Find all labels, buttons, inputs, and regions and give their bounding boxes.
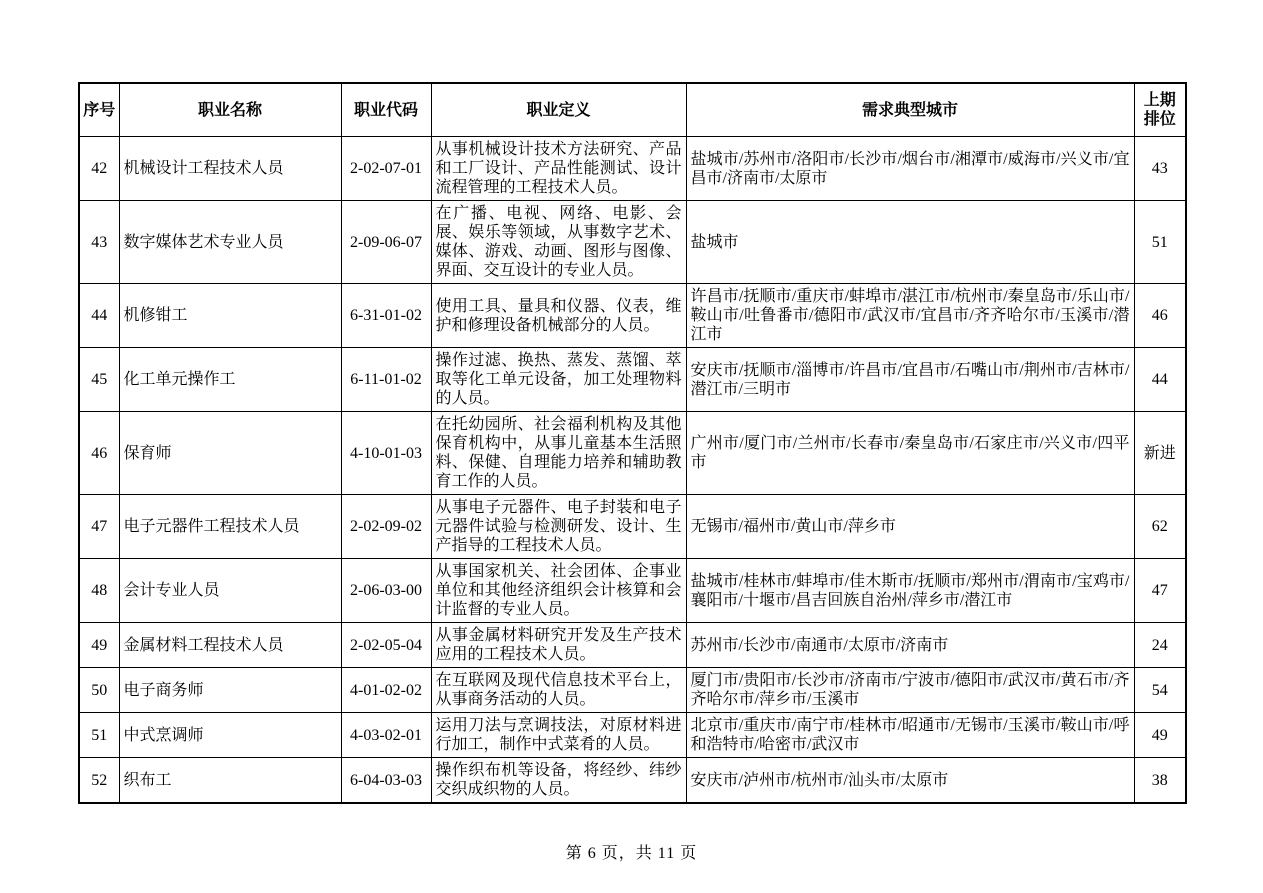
definition-cell: 从事国家机关、社会团体、企事业单位和其他经济组织会计核算和会计监督的专业人员。 xyxy=(431,559,686,623)
definition-cell: 在广播、电视、网络、电影、会展、娱乐等领域，从事数字艺术、媒体、游戏、动画、图形与图像、界面、交互设计的专业人员。 xyxy=(431,201,686,284)
occupation-ranking-table xyxy=(78,82,1187,804)
serial-cell: 42 xyxy=(79,137,119,201)
serial-cell: 45 xyxy=(79,348,119,412)
header-serial: 序号 xyxy=(79,83,119,137)
cities-cell: 厦门市/贵阳市/长沙市/济南市/宁波市/德阳市/武汉市/黄石市/齐齐哈尔市/萍乡市/玉溪市 xyxy=(686,668,1134,713)
previous-rank-cell: 51 xyxy=(1134,201,1186,284)
serial-cell: 51 xyxy=(79,713,119,758)
cities-cell: 安庆市/抚顺市/淄博市/许昌市/宜昌市/石嘴山市/荆州市/吉林市/潜江市/三明市 xyxy=(686,348,1134,412)
serial-cell: 47 xyxy=(79,495,119,559)
definition-cell: 在托幼园所、社会福利机构及其他保育机构中，从事儿童基本生活照料、保健、自理能力培养和辅助教育工作的人员。 xyxy=(431,412,686,495)
previous-rank-cell: 24 xyxy=(1134,623,1186,668)
cities-cell: 无锡市/福州市/黄山市/萍乡市 xyxy=(686,495,1134,559)
definition-cell: 使用工具、量具和仪器、仪表，维护和修理设备机械部分的人员。 xyxy=(431,284,686,348)
serial-cell: 44 xyxy=(79,284,119,348)
table-row xyxy=(79,284,1186,348)
table-row xyxy=(79,758,1186,804)
previous-rank-cell: 46 xyxy=(1134,284,1186,348)
definition-cell: 从事电子元器件、电子封装和电子元器件试验与检测研发、设计、生产指导的工程技术人员。 xyxy=(431,495,686,559)
cities-cell: 盐城市/桂林市/蚌埠市/佳木斯市/抚顺市/郑州市/渭南市/宝鸡市/襄阳市/十堰市/昌吉回族自治州/萍乡市/潜江市 xyxy=(686,559,1134,623)
occupation-name-cell: 织布工 xyxy=(119,758,341,804)
serial-cell: 48 xyxy=(79,559,119,623)
table-row xyxy=(79,348,1186,412)
cities-cell: 盐城市 xyxy=(686,201,1134,284)
header-occupation-name: 职业名称 xyxy=(119,83,341,137)
table-row xyxy=(79,137,1186,201)
previous-rank-cell: 54 xyxy=(1134,668,1186,713)
occupation-table-body xyxy=(79,137,1186,804)
cities-cell: 安庆市/泸州市/杭州市/汕头市/太原市 xyxy=(686,758,1134,804)
serial-cell: 49 xyxy=(79,623,119,668)
occupation-code-cell: 4-01-02-02 xyxy=(341,668,431,713)
header-occupation-code: 职业代码 xyxy=(341,83,431,137)
table-row xyxy=(79,623,1186,668)
previous-rank-cell: 49 xyxy=(1134,713,1186,758)
header-occupation-definition: 职业定义 xyxy=(431,83,686,137)
definition-cell: 操作过滤、换热、蒸发、蒸馏、萃取等化工单元设备，加工处理物料的人员。 xyxy=(431,348,686,412)
occupation-name-cell: 会计专业人员 xyxy=(119,559,341,623)
occupation-name-cell: 电子商务师 xyxy=(119,668,341,713)
header-previous-rank: 上期排位 xyxy=(1134,83,1186,137)
occupation-code-cell: 6-11-01-02 xyxy=(341,348,431,412)
previous-rank-cell: 62 xyxy=(1134,495,1186,559)
definition-cell: 运用刀法与烹调技法，对原材料进行加工，制作中式菜肴的人员。 xyxy=(431,713,686,758)
table-row xyxy=(79,201,1186,284)
occupation-name-cell: 机械设计工程技术人员 xyxy=(119,137,341,201)
occupation-name-cell: 化工单元操作工 xyxy=(119,348,341,412)
occupation-code-cell: 2-02-05-04 xyxy=(341,623,431,668)
previous-rank-cell: 47 xyxy=(1134,559,1186,623)
cities-cell: 许昌市/抚顺市/重庆市/蚌埠市/湛江市/杭州市/秦皇岛市/乐山市/鞍山市/吐鲁番市/德阳市/武汉市/宜昌市/齐齐哈尔市/玉溪市/潜江市 xyxy=(686,284,1134,348)
occupation-name-cell: 电子元器件工程技术人员 xyxy=(119,495,341,559)
occupation-code-cell: 4-10-01-03 xyxy=(341,412,431,495)
table-row xyxy=(79,559,1186,623)
occupation-name-cell: 中式烹调师 xyxy=(119,713,341,758)
serial-cell: 46 xyxy=(79,412,119,495)
occupation-code-cell: 6-31-01-02 xyxy=(341,284,431,348)
occupation-name-cell: 数字媒体艺术专业人员 xyxy=(119,201,341,284)
cities-cell: 北京市/重庆市/南宁市/桂林市/昭通市/无锡市/玉溪市/鞍山市/呼和浩特市/哈密市/武汉市 xyxy=(686,713,1134,758)
table-row xyxy=(79,495,1186,559)
table-row xyxy=(79,668,1186,713)
table-row xyxy=(79,412,1186,495)
table-row xyxy=(79,713,1186,758)
serial-cell: 50 xyxy=(79,668,119,713)
occupation-code-cell: 4-03-02-01 xyxy=(341,713,431,758)
previous-rank-cell: 44 xyxy=(1134,348,1186,412)
occupation-code-cell: 2-06-03-00 xyxy=(341,559,431,623)
occupation-code-cell: 2-09-06-07 xyxy=(341,201,431,284)
previous-rank-cell: 38 xyxy=(1134,758,1186,804)
occupation-name-cell: 保育师 xyxy=(119,412,341,495)
table-header-row xyxy=(79,83,1186,137)
previous-rank-cell: 43 xyxy=(1134,137,1186,201)
occupation-code-cell: 2-02-09-02 xyxy=(341,495,431,559)
occupation-name-cell: 金属材料工程技术人员 xyxy=(119,623,341,668)
occupation-code-cell: 2-02-07-01 xyxy=(341,137,431,201)
serial-cell: 52 xyxy=(79,758,119,804)
definition-cell: 从事机械设计技术方法研究、产品和工厂设计、产品性能测试、设计流程管理的工程技术人员。 xyxy=(431,137,686,201)
cities-cell: 广州市/厦门市/兰州市/长春市/秦皇岛市/石家庄市/兴义市/四平市 xyxy=(686,412,1134,495)
page-number-footer: 第 6 页，共 11 页 xyxy=(565,845,698,862)
definition-cell: 在互联网及现代信息技术平台上，从事商务活动的人员。 xyxy=(431,668,686,713)
serial-cell: 43 xyxy=(79,201,119,284)
cities-cell: 盐城市/苏州市/洛阳市/长沙市/烟台市/湘潭市/威海市/兴义市/宜昌市/济南市/太原市 xyxy=(686,137,1134,201)
previous-rank-cell: 新进 xyxy=(1134,412,1186,495)
header-demand-cities: 需求典型城市 xyxy=(686,83,1134,137)
definition-cell: 从事金属材料研究开发及生产技术应用的工程技术人员。 xyxy=(431,623,686,668)
occupation-code-cell: 6-04-03-03 xyxy=(341,758,431,804)
occupation-name-cell: 机修钳工 xyxy=(119,284,341,348)
cities-cell: 苏州市/长沙市/南通市/太原市/济南市 xyxy=(686,623,1134,668)
definition-cell: 操作织布机等设备，将经纱、纬纱交织成织物的人员。 xyxy=(431,758,686,804)
